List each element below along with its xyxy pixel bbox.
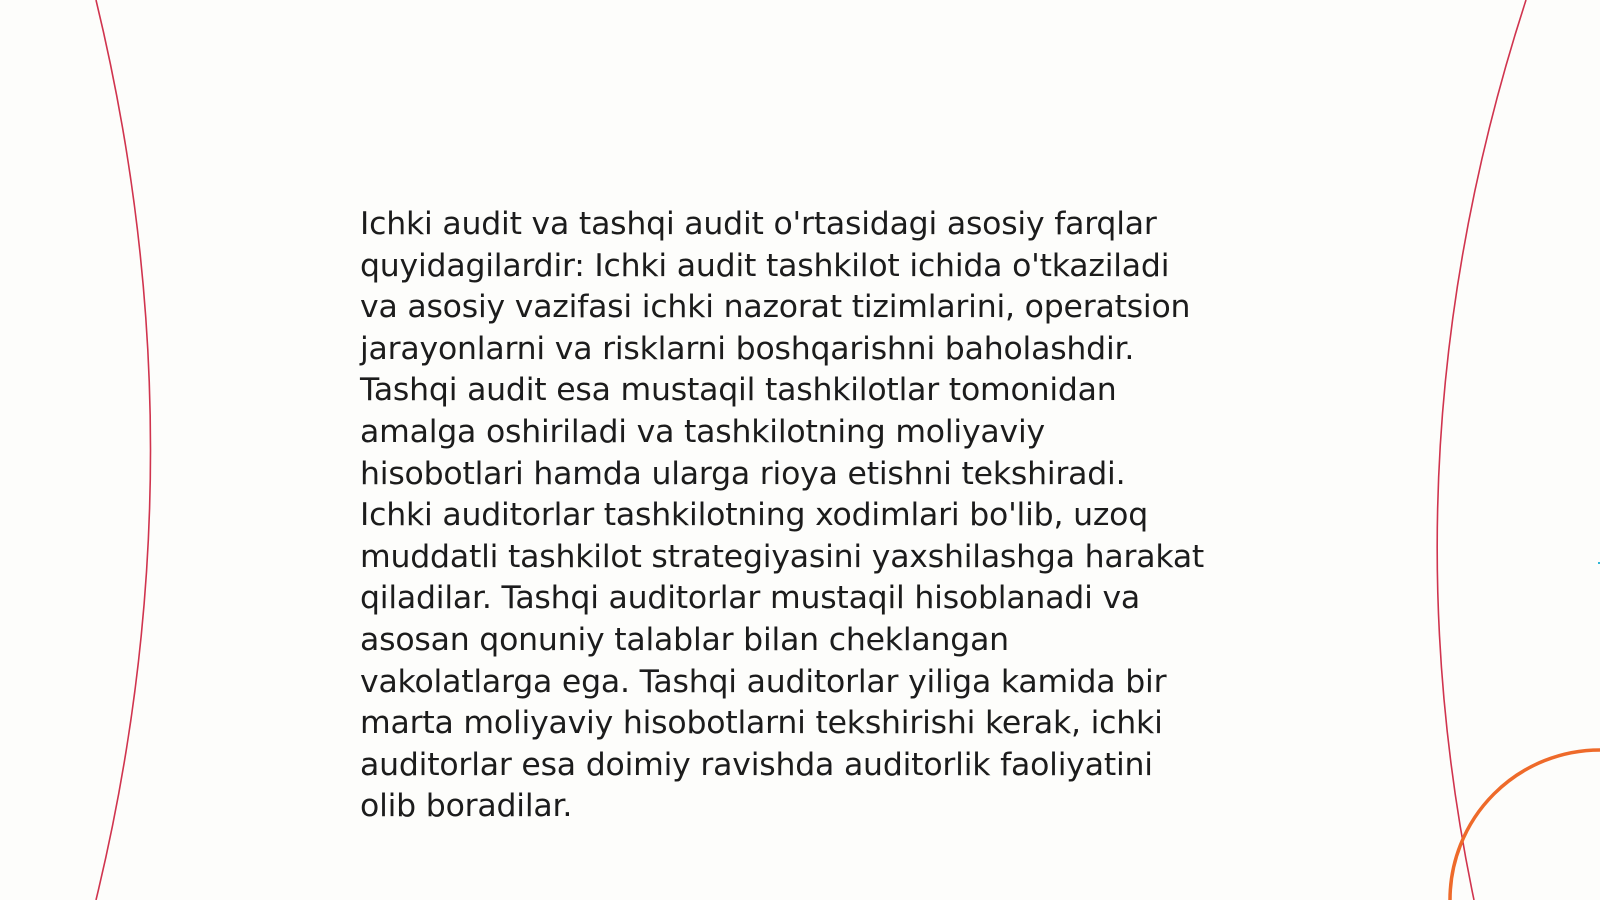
orange-decorative-arc (1450, 750, 1600, 900)
left-decorative-curve (96, 0, 151, 900)
right-decorative-curve (1437, 0, 1526, 900)
slide-body-text: Ichki audit va tashqi audit o'rtasidagi asosiy farqlar quyidagilardir: Ichki audit tashkilot ichida o'tkaziladi va asosiy vazifasi ichki nazorat tizimlarini, operatsion jarayonlarni va risklarni boshqarishni baholashdir. Tashqi audit esa mustaqil tashkilotlar tomonidan amalga oshiriladi va tashkilotning moliyaviy hisobotlari hamda ularga rioya etishni tekshiradi. Ichki auditorlar tashkilotning xodimlari bo'lib, uzoq muddatli tashkilot strategiyasini yaxshilashga harakat qiladilar. Tashqi auditorlar mustaqil hisoblanadi va asosan qonuniy talablar bilan cheklangan vakolatlarga ega. Tashqi auditorlar yiliga kamida bir marta moliyaviy hisobotlarni tekshirishi kerak, ichki auditorlar esa doimiy ravishda auditorlik faoliyatini olib boradilar. (360, 206, 1205, 825)
